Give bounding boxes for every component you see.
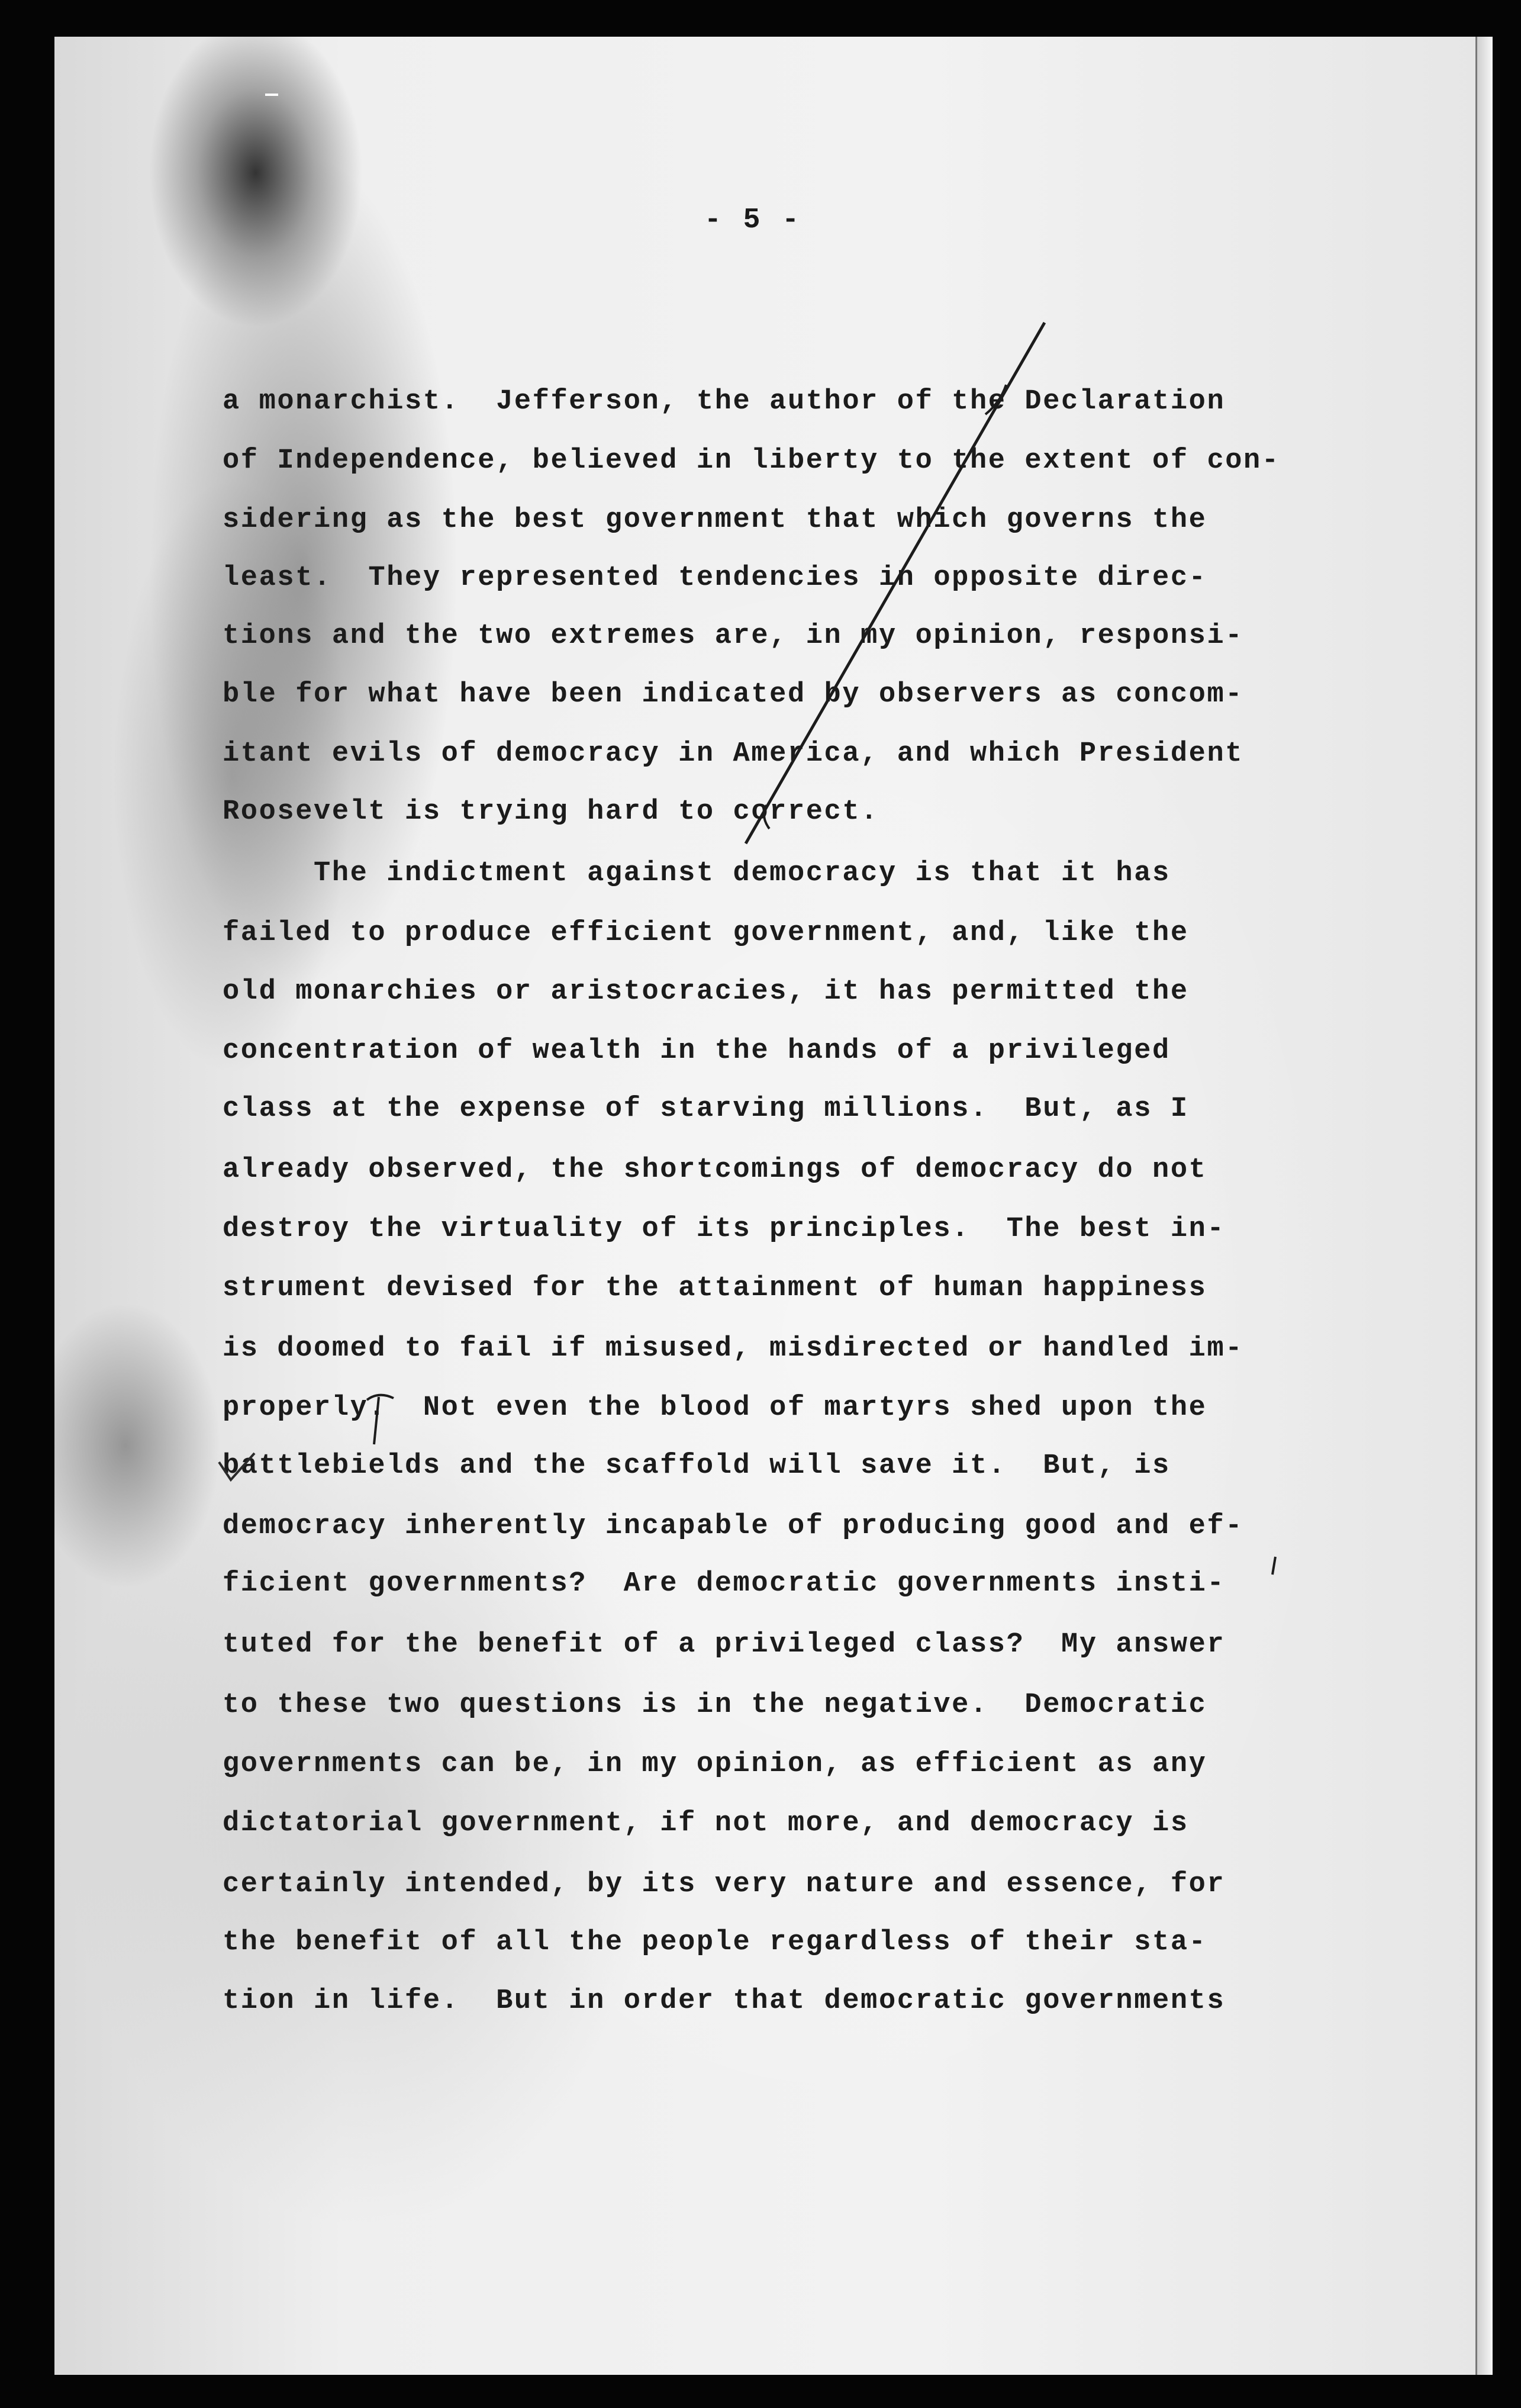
text-line: failed to produce efficient government, and, like the [223,918,1189,949]
text-line: governments can be, in my opinion, as efficient as any [223,1749,1207,1780]
text-line: dictatorial government, if not more, and democracy is [223,1808,1189,1839]
text-line: properly. Not even the blood of martyrs shed upon the [223,1392,1207,1424]
text-line: sidering as the best government that which governs the [223,504,1207,536]
text-line: of Independence, believed in liberty to the extent of con- [223,445,1280,477]
text-line: tuted for the benefit of a privileged class? My answer [223,1629,1226,1660]
text-line: democracy inherently incapable of producing good and ef- [223,1511,1244,1542]
text-line: tion in life. But in order that democratic governments [223,1985,1226,2017]
text-line: certainly intended, by its very nature and essence, for [223,1869,1226,1900]
text-line: least. They represented tendencies in opposite direc- [223,562,1207,594]
text-line: to these two questions is in the negative. Democratic [223,1689,1207,1721]
text-line: strument devised for the attainment of human happiness [223,1273,1207,1304]
text-line: tions and the two extremes are, in my opinion, responsi- [223,620,1244,652]
text-line: class at the expense of starving millions. But, as I [223,1093,1189,1125]
text-line: Roosevelt is trying hard to correct. [223,796,879,828]
text-line: The indictment against democracy is that it has [223,858,1171,889]
text-line: destroy the virtuality of its principles. The best in- [223,1213,1226,1245]
text-line: ficient governments? Are democratic governments insti- [223,1568,1226,1599]
page-edge [1475,37,1493,2375]
text-line: old monarchies or aristocracies, it has permitted the [223,976,1189,1007]
text-line: concentration of wealth in the hands of a privileged [223,1035,1171,1067]
text-line: itant evils of democracy in America, and which President [223,738,1244,770]
page-number: - 5 - [704,204,802,236]
text-line: already observed, the shortcomings of democracy do not [223,1154,1207,1186]
text-line: a monarchist. Jefferson, the author of the Declaration [223,386,1226,417]
text-line: ble for what have been indicated by observers as concom- [223,679,1244,710]
text-line: is doomed to fail if misused, misdirected or handled im- [223,1333,1244,1364]
text-line: battlebields and the scaffold will save it. But, is [223,1450,1171,1482]
text-line: the benefit of all the people regardless of their sta- [223,1927,1207,1958]
